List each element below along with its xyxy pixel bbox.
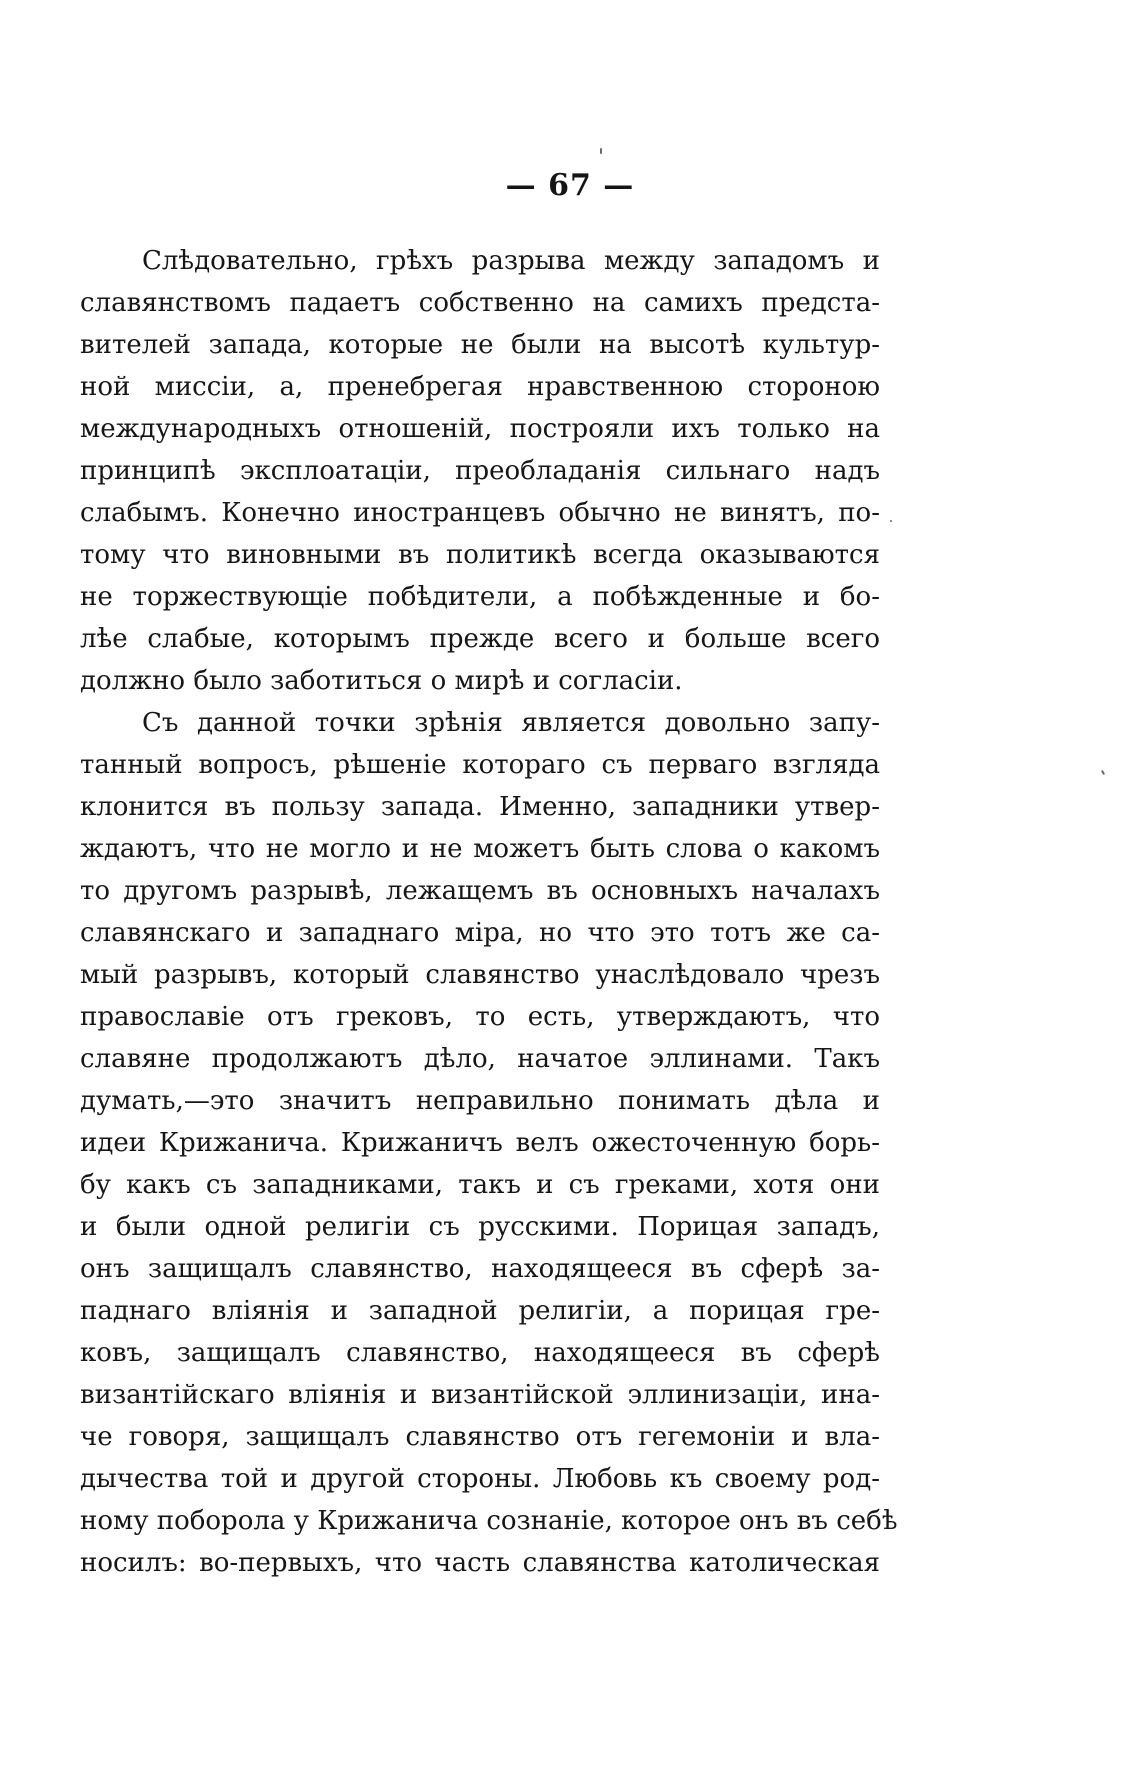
scan-speck: [1101, 770, 1105, 775]
text-line: паднаго вліянія и западной религіи, а порицая гре-: [80, 1296, 880, 1326]
text-line: Слѣдовательно, грѣхъ разрыва между западомъ и: [142, 246, 880, 276]
text-line: идеи Крижанича. Крижаничъ велъ ожесточенную борь-: [80, 1128, 880, 1158]
text-line: то другомъ разрывѣ, лежащемъ въ основныхъ началахъ: [80, 876, 880, 906]
text-line: не торжествующіе побѣдители, а побѣжденные и бо-: [80, 582, 880, 612]
text-line: Съ данной точки зрѣнія является довольно запу-: [142, 708, 880, 738]
text-line: думать,—это значитъ неправильно понимать дѣла и: [80, 1086, 880, 1116]
text-line: тому что виновными въ политикѣ всегда оказываются: [80, 540, 880, 570]
text-line: должно было заботиться о мирѣ и согласіи.: [80, 666, 683, 696]
text-line: мый разрывъ, который славянство унаслѣдовало чрезъ: [80, 960, 880, 990]
text-line: носилъ: во-первыхъ, что часть славянства католическая: [80, 1548, 880, 1578]
page-number: — 67 —: [505, 168, 635, 203]
scan-speck: [890, 520, 892, 522]
text-line: и были одной религіи съ русскими. Порицая западъ,: [80, 1212, 880, 1242]
text-line: клонится въ пользу запада. Именно, западники утвер-: [80, 792, 880, 822]
text-line: дычества той и другой стороны. Любовь къ своему род-: [80, 1464, 880, 1494]
text-line: лѣе слабые, которымъ прежде всего и больше всего: [80, 624, 880, 654]
text-line: ной миссіи, а, пренебрегая нравственною стороною: [80, 372, 880, 402]
text-line: православіе отъ грековъ, то есть, утверждаютъ, что: [80, 1002, 880, 1032]
text-line: слабымъ. Конечно иностранцевъ обычно не винятъ, по-: [80, 498, 880, 528]
text-line: международныхъ отношеній, построяли ихъ только на: [80, 414, 880, 444]
text-line: че говоря, защищалъ славянство отъ гегемоніи и вла-: [80, 1422, 880, 1452]
text-line: славянскаго и западнаго міра, но что это тотъ же са-: [80, 918, 880, 948]
body-text: [80, 240, 898, 1584]
text-line: принципѣ эксплоатаціи, преобладанія сильнаго надъ: [80, 456, 880, 486]
text-line: вителей запада, которые не были на высотѣ культур-: [80, 330, 880, 360]
text-line: славянствомъ падаетъ собственно на самихъ предста-: [80, 288, 880, 318]
text-line: византійскаго вліянія и византійской эллинизаціи, ина-: [80, 1380, 880, 1410]
text-line: славяне продолжаютъ дѣло, начатое эллинами. Такъ: [80, 1044, 880, 1074]
text-line: бу какъ съ западниками, такъ и съ греками, хотя они: [80, 1170, 880, 1200]
text-line: ковъ, защищалъ славянство, находящееся въ сферѣ: [80, 1338, 880, 1368]
text-line: ждаютъ, что не могло и не можетъ быть слова о какомъ: [80, 834, 880, 864]
text-line: танный вопросъ, рѣшеніе котораго съ перваго взгляда: [80, 750, 880, 780]
text-line: ному поборола у Крижанича сознаніе, которое онъ въ себѣ: [80, 1506, 898, 1536]
scan-speck: [600, 148, 602, 154]
text-line: онъ защищалъ славянство, находящееся въ сферѣ за-: [80, 1254, 880, 1284]
